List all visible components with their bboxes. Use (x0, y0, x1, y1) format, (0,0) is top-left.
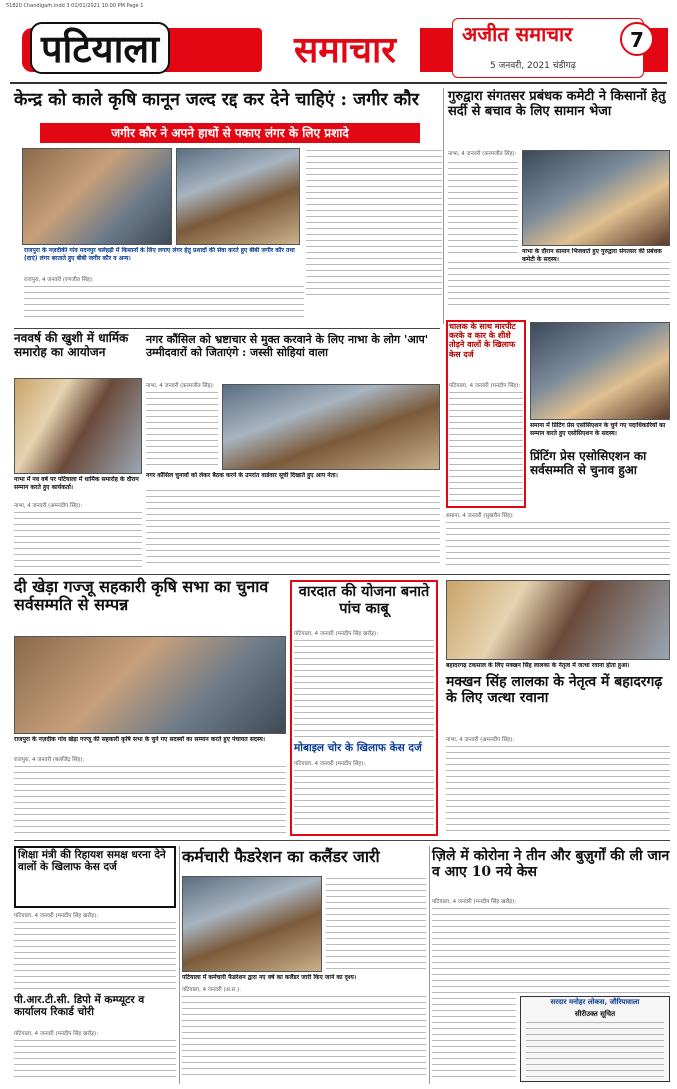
headline-corona: ज़िले में कोरोना ने तीन और बुज़ुर्गों की ली जान व आए 10 नये केस (432, 848, 670, 881)
photo-jatha-rawana (446, 580, 670, 660)
caption-nav-varsh: नाभा में नव वर्ष पर पटियाला में धार्मिक समारोह के दौरान सम्मान करते हुए कार्यकर्ता। (14, 476, 139, 491)
caption-langar: राजपुरा के नज़दीकी गांव मदनपुर चलेहड़ी में किसानों के लिए लगाए लंगर हेतु प्रशादों की सेवा करते हुए बीबी जगीर कौर तथा (दाएं) लंगर बरताते हुए बीबी जगीर कौर व अन्य। (24, 247, 295, 262)
caption-sangatsar: नाभा के दौरान सामान भिजवाते हुए गुरुद्वारा संगतसर की प्रबंधक कमेटी के सदस्य। (522, 248, 662, 263)
byline-calendar: पटियाला, 4 जनवरी (अ.स.): (182, 987, 242, 993)
notice-title: सरदार मनोहर लोकस, जौरियावाला (550, 998, 640, 1006)
headline-calendar: कर्मचारी फैडरेशन का कलैंडर जारी (182, 847, 380, 866)
brand-samachar: समाचार (270, 28, 420, 72)
byline-shiksha: पटियाला, 4 जनवरी (मनदीप सिंह खरौड़): (14, 913, 99, 919)
print-slug: 51820 Chandigarh.indd 3 01/01/2021 10:00 PM Page 1 (6, 3, 144, 9)
rule-1 (14, 328, 440, 329)
story-text-nagar-council-b (146, 490, 440, 568)
story-text-mobile-chor (294, 770, 434, 830)
notice-text (526, 1022, 664, 1078)
photo-langar-cooking (22, 148, 172, 245)
caption-kheda-gajju: राजपुरा के नज़दीक गांव खेड़ा गज्जू की सहकारी कृषि सभा के चुने गए सदस्यों का सम्मान करते हुए पंचायत सदस्य। (14, 736, 266, 743)
photo-calendar (182, 876, 322, 972)
story-text-jagir-right (306, 150, 442, 298)
caption-jatha: बहादरगढ़ टकसाल के लिए मक्खन सिंह लालका के नेतृत्व में जत्था रवाना होता हुआ। (446, 662, 630, 669)
photo-langar-serving (176, 148, 300, 245)
photo-sangatsar-supplies (522, 150, 670, 246)
byline-nagar-council: नाभा, 4 जनवरी (करमजीत सिंह): (146, 383, 215, 389)
headline-sangatsar: गुरुद्वारा संगतसर प्रबंधक कमेटी ने किसानों हेतु सर्दी से बचाव के लिए सामान भेजा (448, 89, 666, 119)
subhead-langar: जगीर कौर ने अपने हाथों से पकाए लंगर के लिए प्रशादे (40, 123, 420, 143)
headline-prtc: पी.आर.टी.सी. डिपो में कम्प्यूटर व कार्यालय रिकार्ड चोरी (14, 994, 145, 1019)
story-text-nav-varsh (14, 512, 142, 568)
story-text-vardaat (294, 640, 434, 738)
page-number: 7 (620, 22, 654, 56)
byline-corona: पटियाला, 4 जनवरी (मनदीप सिंह खरौड़): (432, 899, 517, 905)
newspaper-name: अजीत समाचार (462, 22, 573, 46)
story-text-shiksha (14, 922, 176, 990)
headline-kheda-gajju: दी खेड़ा गज्जू सहकारी कृषि सभा का चुनाव सर्वसम्मति से सम्पन्न (14, 577, 269, 615)
divider-3 (429, 846, 430, 1084)
story-text-corona (432, 908, 670, 994)
story-text-calendar-a (326, 878, 426, 972)
edition-date: 5 जनवरी, 2021 चंडीगढ़ (490, 61, 576, 71)
header-rule (10, 82, 667, 84)
story-text-chalak (449, 392, 523, 504)
story-text-jatha (446, 746, 670, 832)
headline-printing-press: प्रिंटिंग प्रेस एसोसिएशन का सर्वसम्मति से चुनाव हुआ (530, 449, 647, 477)
photo-printing-press (530, 322, 670, 420)
divider-1 (443, 88, 444, 324)
byline-jatha: नाभा, 4 जनवरी (अमनदीप सिंह): (446, 737, 515, 743)
story-text-calendar-b (182, 996, 426, 1080)
byline-mobile-chor: पटियाला, 4 जनवरी (मनदीप सिंह): (294, 761, 366, 767)
notice-subtitle: सीरीउक्त सूचित (574, 1010, 616, 1018)
story-text-nagar-council-a (146, 392, 218, 470)
photo-kheda-gajju (14, 636, 286, 734)
story-text-corona-b (432, 998, 516, 1080)
caption-calendar: पटियाला में कर्मचारी फैडरेशन द्वारा नए वर्ष का कलैंडर जारी किए जाने का दृश्य। (182, 974, 357, 981)
caption-printing-press: समाना में प्रिंटिंग प्रेस एसोसिएशन के चुने गए पदाधिकारियों का सम्मान करते हुए एसोसिएशन के सदस्य। (530, 422, 666, 437)
byline-printing-press: समाना, 4 जनवरी (सुखचैन सिंह): (446, 513, 514, 519)
byline-kheda-gajju: राजपुरा, 4 जनवरी (बलजिंद्र सिंह): (14, 757, 85, 763)
brand-patiala: पटियाला (30, 22, 170, 74)
headline-shiksha: शिक्षा मंत्री की रिहायश समक्ष धरना देने वालों के खिलाफ केस दर्ज (18, 849, 166, 874)
divider-2 (179, 846, 180, 1084)
photo-nav-varsh (14, 378, 142, 474)
headline-jagir-kaur: केन्द्र को काले कृषि कानून जल्द रद्द कर देने चाहिएं : जगीर कौर (14, 90, 419, 110)
story-text-prtc (14, 1040, 176, 1080)
photo-aap-meeting (222, 384, 440, 470)
byline-jagir: राजपुरा, 4 जनवरी (रणजीत सिंह): (24, 277, 94, 283)
rule-2 (14, 574, 670, 575)
headline-jatha: मक्खन सिंह लालका के नेतृत्व में बहादरगढ़ के लिए जत्था रवाना (446, 674, 663, 707)
story-text-kheda-gajju (14, 766, 286, 834)
byline-prtc: पटियाला, 4 जनवरी (मनदीप सिंह खरौड़): (14, 1031, 99, 1037)
byline-vardaat: पटियाला, 4 जनवरी (मनदीप सिंह खरौड़): (294, 631, 379, 637)
story-text-sangatsar-a (448, 162, 518, 258)
story-text-jagir (24, 286, 304, 322)
byline-sangatsar: नाभा, 4 जनवरी (करमजीत सिंह): (448, 151, 517, 157)
headline-nagar-council: नगर कौंसिल को भ्रष्टाचार से मुक्त करवाने के लिए नाभा के लोग 'आप' उम्मीदवारों को जिताएंगे : जस्सी सोहियां वाला (146, 333, 429, 359)
byline-chalak: पटियाला, 4 जनवरी (मनदीप सिंह): (449, 383, 521, 389)
headline-nav-varsh: नववर्ष की खुशी में धार्मिक समारोह का आयोजन (14, 331, 129, 359)
story-text-sangatsar-b (448, 262, 670, 306)
rule-3 (14, 840, 670, 841)
headline-vardaat: वारदात की योजना बनाते पांच काबू (298, 583, 430, 617)
caption-aap-meeting: नगर कौंसिल चुनावों को लेकर बैठक करने के उपरांत वार्डवार सूची दिखाते हुए आप नेता। (146, 472, 338, 479)
headline-chalak: चालक के साथ मारपीट करके व कार के शीशे तोड़ने वालों के खिलाफ केस दर्ज (449, 321, 516, 359)
story-text-printing-press (446, 522, 670, 568)
byline-nav-varsh: नाभा, 4 जनवरी (अमनदीप सिंह): (14, 503, 83, 509)
headline-mobile-chor: मोबाइल चोर के खिलाफ केस दर्ज (294, 742, 422, 754)
